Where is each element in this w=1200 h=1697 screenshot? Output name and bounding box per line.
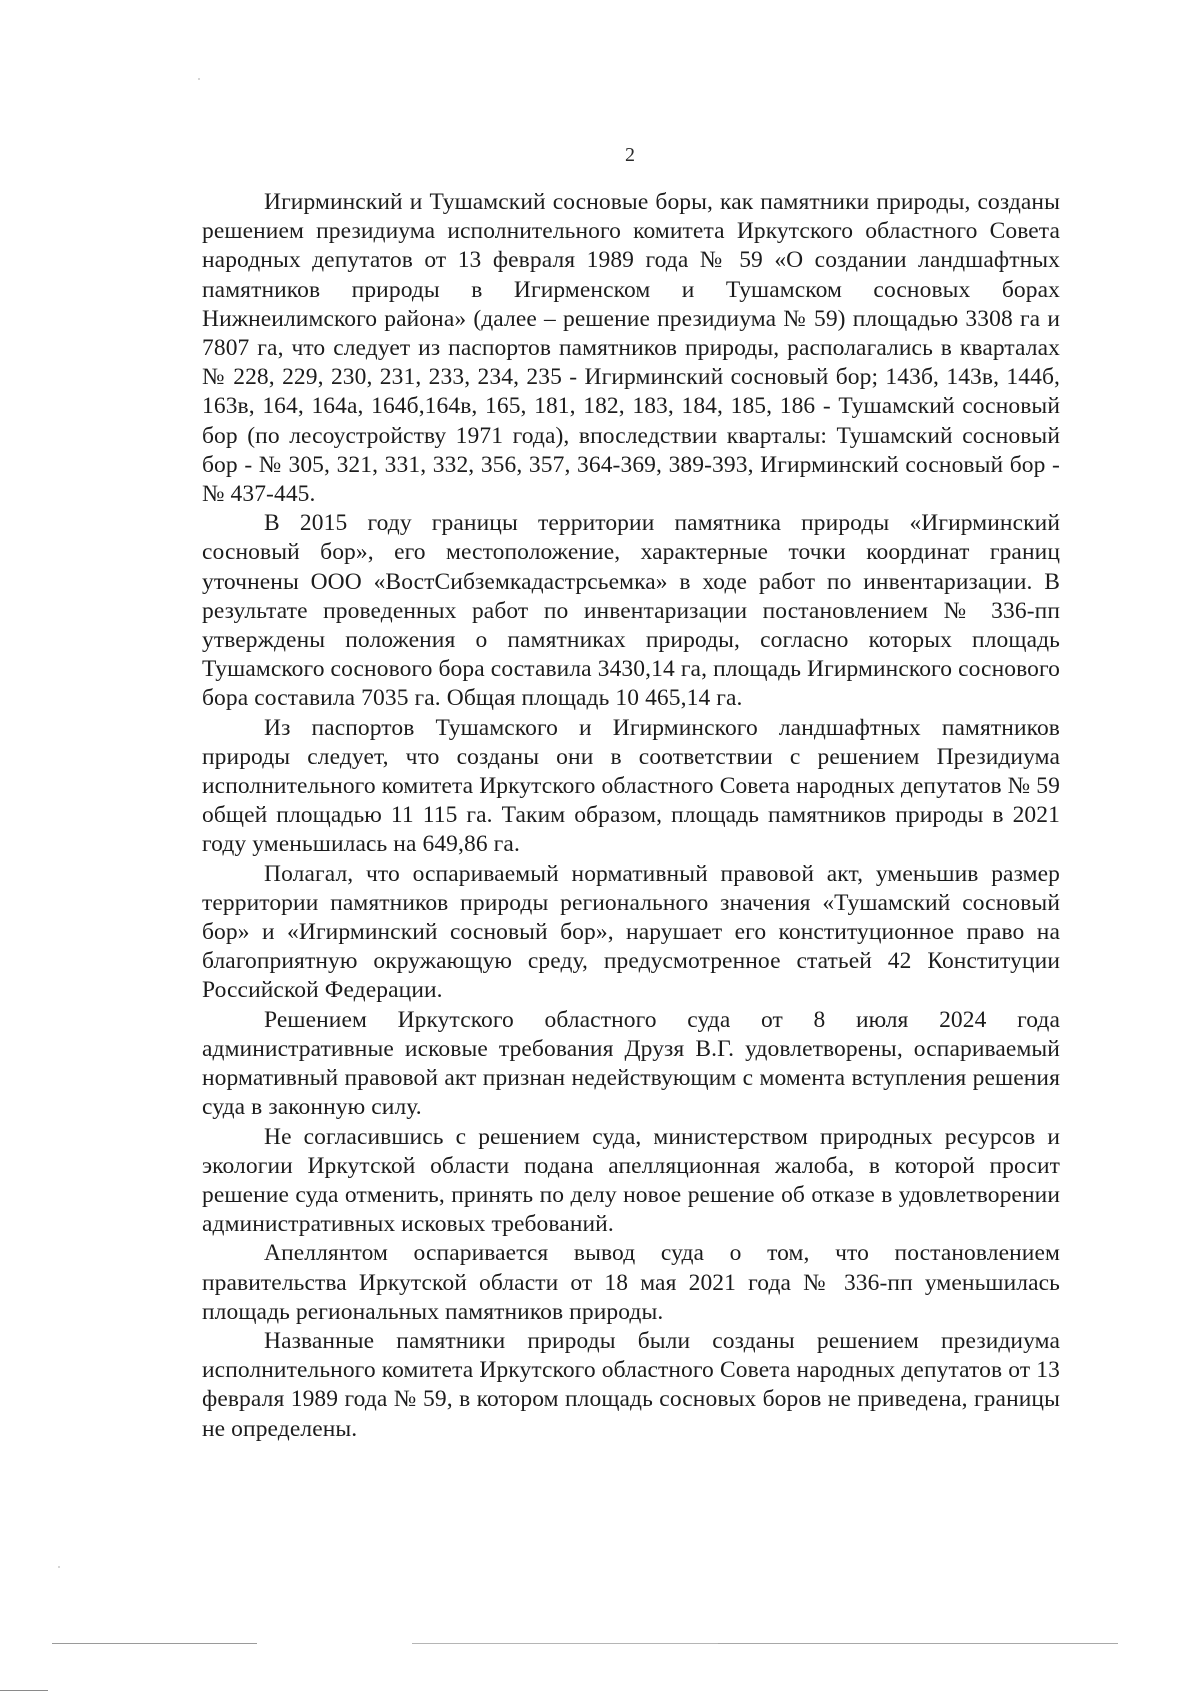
paragraph: Из паспортов Тушамского и Игирминского ландшафтных памятников природы следует, что созданы они в соответствии с решением Президиума исполнительного комитета Иркутского областного Совета народных депутатов № 59 общей площадью 11 115 га. Таким образом, площадь памятников природы в 2021 году уменьшилась на 649,86 га.	[202, 714, 1060, 858]
paragraph: В 2015 году границы территории памятника природы «Игирминский сосновый бор», его местоположение, характерные точки координат границ уточнены ООО «ВостСибземкадастрсьемка» в ходе работ по инвентаризации. В результате проведенных работ по инвентаризации постановлением № 336-пп утверждены положения о памятниках природы, согласно которых площадь Тушамского соснового бора составила 3430,14 га, площадь Игирминского соснового бора составила 7035 га. Общая площадь 10 465,14 га.	[202, 510, 1060, 712]
scan-artifact-line	[0, 1690, 48, 1691]
paragraph: Игирминский и Тушамский сосновые боры, как памятники природы, созданы решением президиума исполнительного комитета Иркутского областного Совета народных депутатов от 13 февраля 1989 года № 59 «О создании ландшафтных памятников природы в Игирменском и Тушамском сосновых борах Нижнеилимского района» (далее – решение президиума № 59) площадью 3308 га и 7807 га, что следует из паспортов памятников природы, располагались в кварталах № 228, 229, 230, 231, 233, 234, 235 - Игирминский сосновый бор; 143б, 143в, 144б, 163в, 164, 164а, 164б,164в, 165, 181, 182, 183, 184, 185, 186 - Тушамский сосновый бор (по лесоустройству 1971 года), впоследствии кварталы: Тушамский сосновый бор - № 305, 321, 331, 332, 356, 357, 364-369, 389-393, Игирминский сосновый бор - № 437-445.	[202, 189, 1060, 508]
paragraph: Апеллянтом оспаривается вывод суда о том, что постановлением правительства Иркутской области от 18 мая 2021 года № 336-пп уменьшилась площадь региональных памятников природы.	[202, 1240, 1060, 1325]
scan-artifact-line	[718, 1643, 1118, 1644]
page-number: 2	[625, 144, 635, 166]
paragraph: Решением Иркутского областного суда от 8 июля 2024 года административные исковые требования Друзя В.Г. удовлетворены, оспариваемый нормативный правовой акт признан недействующим с момента вступления решения суда в законную силу.	[202, 1006, 1060, 1121]
paragraph: Полагал, что оспариваемый нормативный правовой акт, уменьшив размер территории памятников природы регионального значения «Тушамский сосновый бор» и «Игирминский сосновый бор», нарушает его конституционное право на благоприятную окружающую среду, предусмотренное статьей 42 Конституции Российской Федерации.	[202, 860, 1060, 1004]
document-body	[202, 188, 1060, 1444]
scan-artifact-speck	[58, 1566, 60, 1568]
scan-artifact-line	[412, 1643, 722, 1644]
paragraph: Не согласившись с решением суда, министерством природных ресурсов и экологии Иркутской области подана апелляционная жалоба, в которой просит решение суда отменить, принять по делу новое решение об отказе в удовлетворении административных исковых требований.	[202, 1123, 1060, 1238]
scan-artifact-speck	[198, 78, 200, 80]
scan-artifact-line	[52, 1643, 257, 1644]
paragraph: Названные памятники природы были созданы решением президиума исполнительного комитета Иркутского областного Совета народных депутатов от 13 февраля 1989 года № 59, в котором площадь сосновых боров не приведена, границы не определены.	[202, 1327, 1060, 1442]
